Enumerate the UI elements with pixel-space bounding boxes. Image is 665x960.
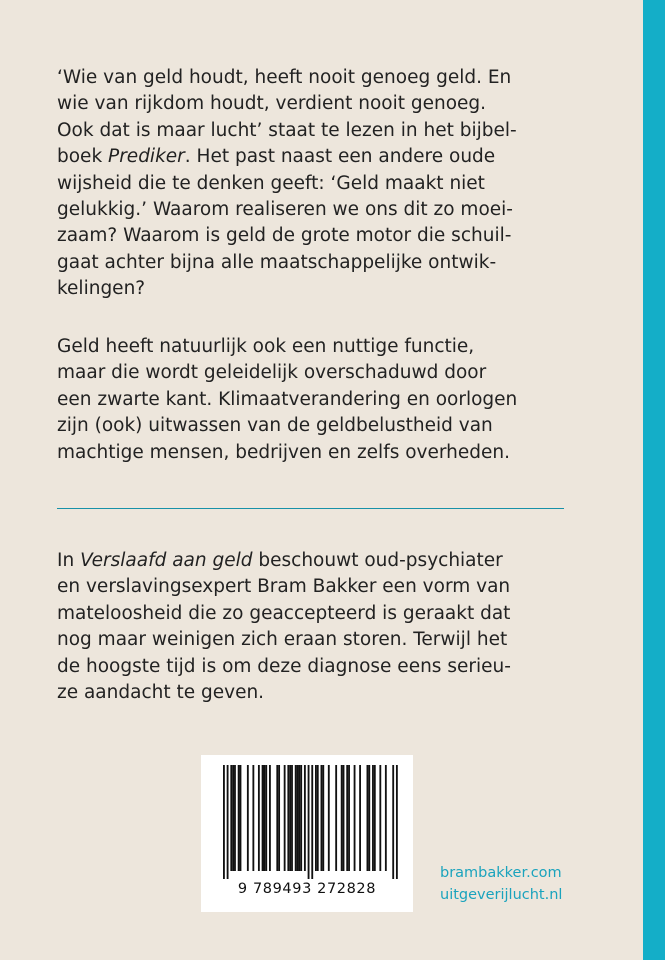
barcode-bar	[322, 765, 324, 871]
barcode-bar	[247, 765, 249, 871]
text-line: Geld heeft natuurlijk ook een nuttige functie,	[57, 336, 475, 357]
barcode-bar	[234, 765, 236, 871]
text-line: mateloosheid die zo geaccepteerd is geraakt dat	[57, 602, 511, 624]
barcode-bar	[354, 765, 356, 871]
blurb-paragraph-1	[57, 65, 569, 303]
barcode-bar	[321, 765, 323, 871]
barcode-bar	[252, 765, 254, 871]
isbn-barcode	[201, 755, 413, 912]
book-title-prediker: Prediker	[108, 146, 185, 168]
text-segment: In	[57, 550, 81, 571]
barcode-bar	[269, 765, 271, 871]
barcode-bar	[276, 765, 278, 871]
barcode-bar	[343, 765, 345, 871]
barcode-bar	[238, 765, 240, 871]
text-segment: . Het past naast een andere oude	[184, 146, 496, 168]
publisher-website-link[interactable]: uitgeverijlucht.nl	[440, 887, 563, 903]
barcode-bar	[284, 765, 286, 871]
text-line: zijn (ook) uitwassen van de geldbelustheid van	[57, 415, 493, 437]
text-line: wie van rijkdom houdt, verdient nooit genoeg.	[57, 93, 487, 115]
barcode-bar	[372, 765, 374, 871]
barcode-bar	[341, 765, 343, 871]
barcode-bar	[308, 765, 310, 879]
barcode-bar	[359, 765, 361, 871]
barcode-bar	[240, 765, 242, 871]
text-line: ze aandacht te geven.	[57, 682, 265, 704]
barcode-bar	[374, 765, 376, 871]
text-line: en verslavingsexpert Bram Bakker een vorm van	[57, 576, 511, 598]
barcode-bar	[304, 765, 306, 871]
barcode-bar	[379, 765, 381, 871]
text-line: wijsheid die te denken geeft: ‘Geld maakt niet	[57, 172, 485, 194]
text-line: een zwarte kant. Klimaatverandering en oorlogen	[57, 388, 518, 410]
blurb-paragraph-2	[57, 334, 569, 466]
barcode-bar	[265, 765, 267, 871]
isbn-number: 9 789493 272828	[237, 881, 377, 897]
barcode-bar	[263, 765, 265, 871]
text-line: zaam? Waarom is geld de grote motor die schuil-	[57, 225, 512, 247]
barcode-bar	[287, 765, 289, 871]
barcode-bar	[278, 765, 280, 871]
barcode-bar	[262, 765, 264, 871]
barcode-bar	[291, 765, 293, 871]
barcode-bar	[385, 765, 387, 871]
barcode-bar	[295, 765, 297, 871]
barcode-bar	[367, 765, 369, 871]
barcode-bars	[201, 755, 413, 883]
spine-stripe	[643, 0, 665, 960]
book-title: Verslaafd aan geld	[80, 550, 253, 571]
barcode-bar	[317, 765, 319, 871]
barcode-bar	[223, 765, 225, 879]
text-line	[57, 146, 495, 167]
text-line: maar die wordt geleidelijk overschaduwd door	[57, 362, 487, 384]
text-line: ‘Wie van geld houdt, heeft nooit genoeg geld. En	[57, 67, 512, 88]
text-line: kelingen?	[57, 278, 146, 300]
barcode-bar	[328, 765, 330, 871]
text-line: machtige mensen, bedrijven en zelfs overheden.	[57, 441, 510, 463]
text-line: gelukkig.’ Waarom realiseren we ons dit zo moei-	[57, 199, 513, 221]
text-line	[57, 550, 503, 571]
text-line: gaat achter bijna alle maatschappelijke ontwik-	[57, 251, 497, 273]
barcode-bar	[297, 765, 299, 871]
author-website-link[interactable]: brambakker.com	[440, 865, 562, 881]
barcode-bar	[227, 765, 229, 879]
website-links	[440, 862, 610, 906]
barcode-bar	[300, 765, 302, 871]
blurb-paragraph-3	[57, 548, 569, 706]
barcode-bar	[335, 765, 337, 871]
text-segment: beschouwt oud-psychiater	[252, 550, 503, 571]
barcode-bar	[396, 765, 398, 879]
section-divider	[57, 508, 564, 509]
text-segment: boek	[57, 146, 109, 168]
barcode-bar	[289, 765, 291, 871]
barcode-bar	[258, 765, 260, 871]
barcode-bar	[346, 765, 348, 871]
barcode-bar	[311, 765, 313, 879]
barcode-bar	[348, 765, 350, 871]
text-line: de hoogste tijd is om deze diagnose eens serieu-	[57, 655, 511, 677]
barcode-bar	[368, 765, 370, 871]
barcode-bar	[298, 765, 300, 871]
barcode-bar	[392, 765, 394, 879]
text-line: nog maar weinigen zich eraan storen. Terwijl het	[57, 629, 508, 651]
barcode-bar	[232, 765, 234, 871]
barcode-bar	[230, 765, 232, 871]
barcode-bar	[315, 765, 317, 871]
text-line: Ook dat is maar lucht’ staat te lezen in het bijbel-	[57, 119, 517, 141]
